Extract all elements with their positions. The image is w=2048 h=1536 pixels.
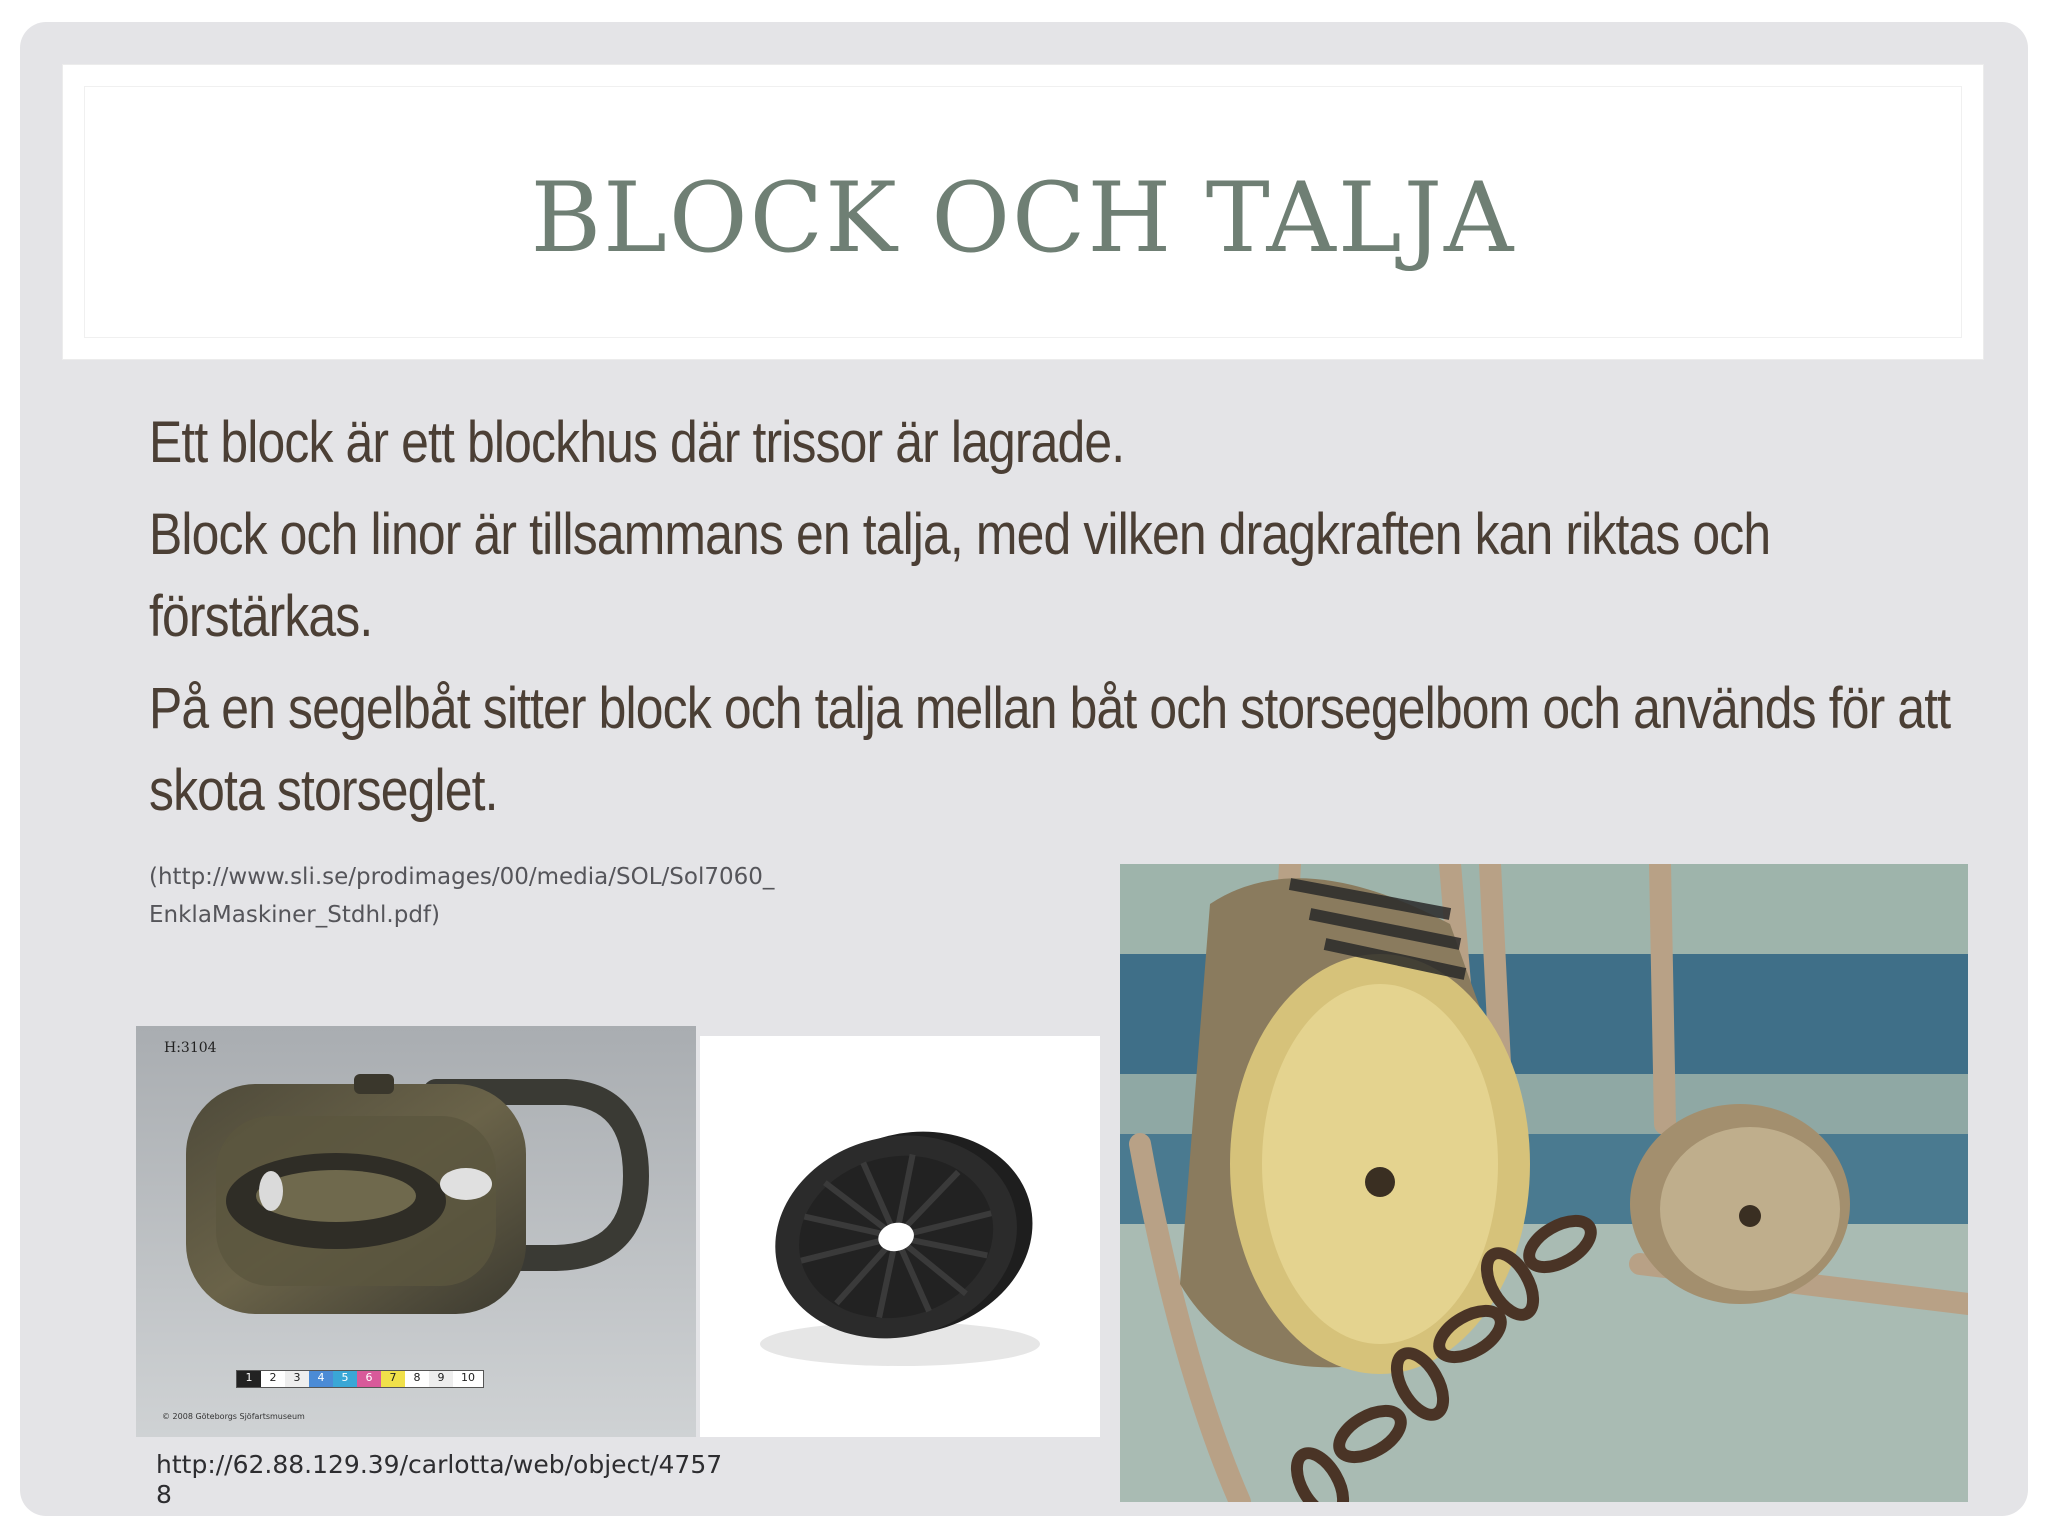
- sailboat-blocks-illustration: [1120, 864, 1968, 1502]
- source-2-line-2: 8: [156, 1480, 172, 1509]
- scale-6: 6: [357, 1371, 381, 1387]
- sailboat-blocks-photo: [1120, 864, 1968, 1502]
- title-inner: [84, 86, 1962, 338]
- scale-5: 5: [333, 1371, 357, 1387]
- scale-1: 1: [237, 1371, 261, 1387]
- source-citation-2: [156, 1450, 756, 1510]
- title-frame: [62, 64, 1984, 360]
- bullet-3: På en segelbåt sitter block och talja mellan båt och storsegelbom och används för att skota storseglet.: [149, 676, 1951, 823]
- scale-10: 10: [453, 1371, 483, 1387]
- scale-7: 7: [381, 1371, 405, 1387]
- source-1-line-1: (http://www.sli.se/prodimages/00/media/SOL/Sol7060_: [149, 864, 775, 890]
- catalog-tag: H:3104: [164, 1040, 217, 1056]
- sheave-illustration: [700, 1036, 1100, 1437]
- sheave-photo: [700, 1036, 1100, 1437]
- photo-copyright: © 2008 Göteborgs Sjöfartsmuseum: [162, 1412, 305, 1421]
- color-scale: [236, 1370, 484, 1388]
- slide: [20, 22, 2028, 1516]
- museum-block-photo: [136, 1026, 696, 1437]
- slide-title: BLOCK OCH TALJA: [530, 162, 1516, 274]
- bullet-1: Ett block är ett blockhus där trissor är lagrade.: [149, 410, 1125, 475]
- scale-9: 9: [429, 1371, 453, 1387]
- source-2-line-1: http://62.88.129.39/carlotta/web/object/4757: [156, 1450, 723, 1479]
- scale-4: 4: [309, 1371, 333, 1387]
- scale-2: 2: [261, 1371, 285, 1387]
- scale-8: 8: [405, 1371, 429, 1387]
- bullet-list: [149, 402, 1979, 842]
- bullet-2: Block och linor är tillsammans en talja, med vilken dragkraften kan riktas och förstärkas.: [149, 502, 1771, 649]
- scale-3: 3: [285, 1371, 309, 1387]
- source-1-line-2: EnklaMaskiner_Stdhl.pdf): [149, 902, 440, 928]
- source-citation-1: [149, 858, 869, 934]
